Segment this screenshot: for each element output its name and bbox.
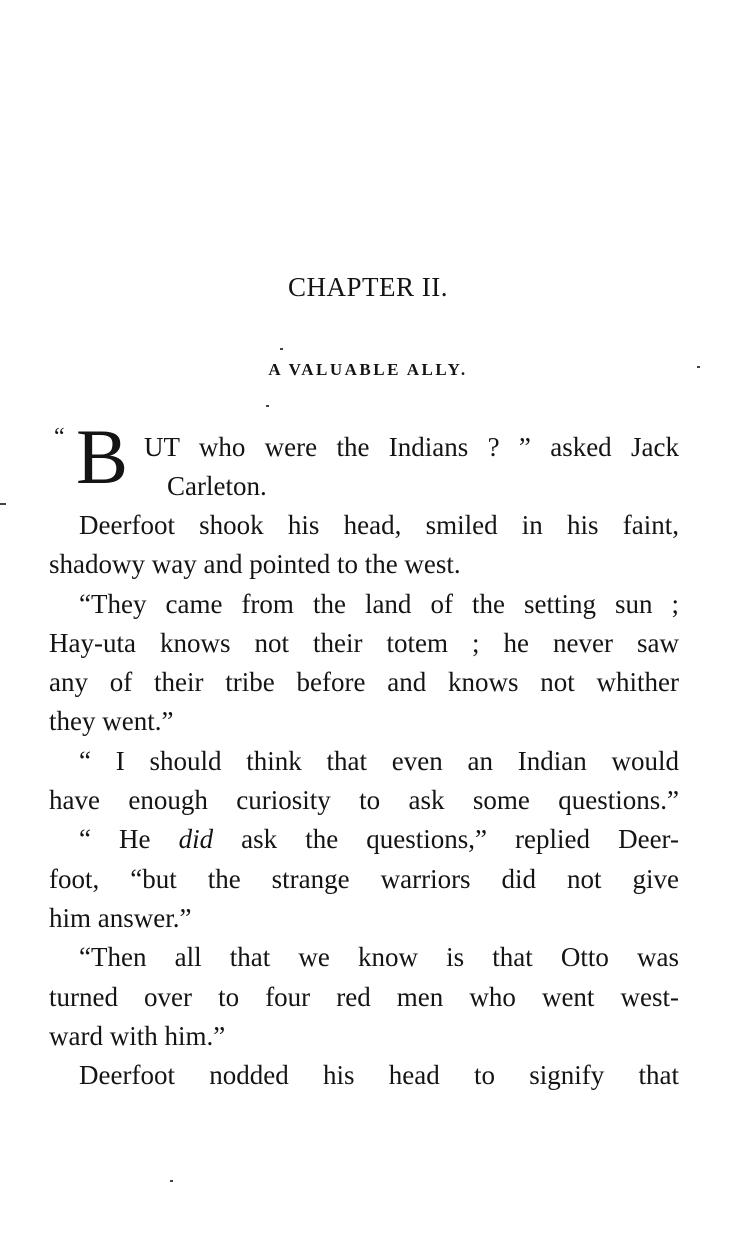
opening-quote: “ xyxy=(54,424,65,450)
text-line: Deerfoot shook his head, smiled in his faint, xyxy=(79,510,679,540)
text-line: Hay-uta knows not their totem ; he never saw xyxy=(49,628,679,658)
text-line: him answer.” xyxy=(49,903,192,933)
text-line: UT who were the Indians ? ” asked Jack xyxy=(144,432,679,462)
scan-mark xyxy=(280,348,283,350)
text-line: shadowy way and pointed to the west. xyxy=(49,549,461,579)
text-line: foot, “but the strange warriors did not give xyxy=(49,864,679,894)
text-line: they went.” xyxy=(49,706,174,736)
scan-mark xyxy=(697,366,700,368)
text-run: ask the questions,” replied Deer- xyxy=(213,824,679,854)
scan-mark xyxy=(266,405,269,407)
italic-word: did xyxy=(178,824,214,854)
text-line: ward with him.” xyxy=(49,1021,226,1051)
chapter-heading: CHAPTER II. xyxy=(288,272,448,302)
text-run: “ He xyxy=(79,824,179,854)
scan-mark xyxy=(170,1180,173,1182)
text-line-with-italic xyxy=(79,822,679,856)
text-line: “ I should think that even an Indian would xyxy=(79,746,679,776)
text-line: Carleton. xyxy=(167,471,267,501)
chapter-subtitle: A VALUABLE ALLY. xyxy=(268,360,468,379)
text-line: have enough curiosity to ask some questions.” xyxy=(49,785,679,815)
text-line: any of their tribe before and knows not whither xyxy=(49,667,679,697)
drop-cap-letter: B xyxy=(76,413,129,500)
text-line: turned over to four red men who went west- xyxy=(49,982,679,1012)
text-line: “They came from the land of the setting sun ; xyxy=(79,589,679,619)
text-line: “Then all that we know is that Otto was xyxy=(79,942,679,972)
text-line: Deerfoot nodded his head to signify that xyxy=(79,1060,679,1090)
scan-mark xyxy=(0,503,6,505)
